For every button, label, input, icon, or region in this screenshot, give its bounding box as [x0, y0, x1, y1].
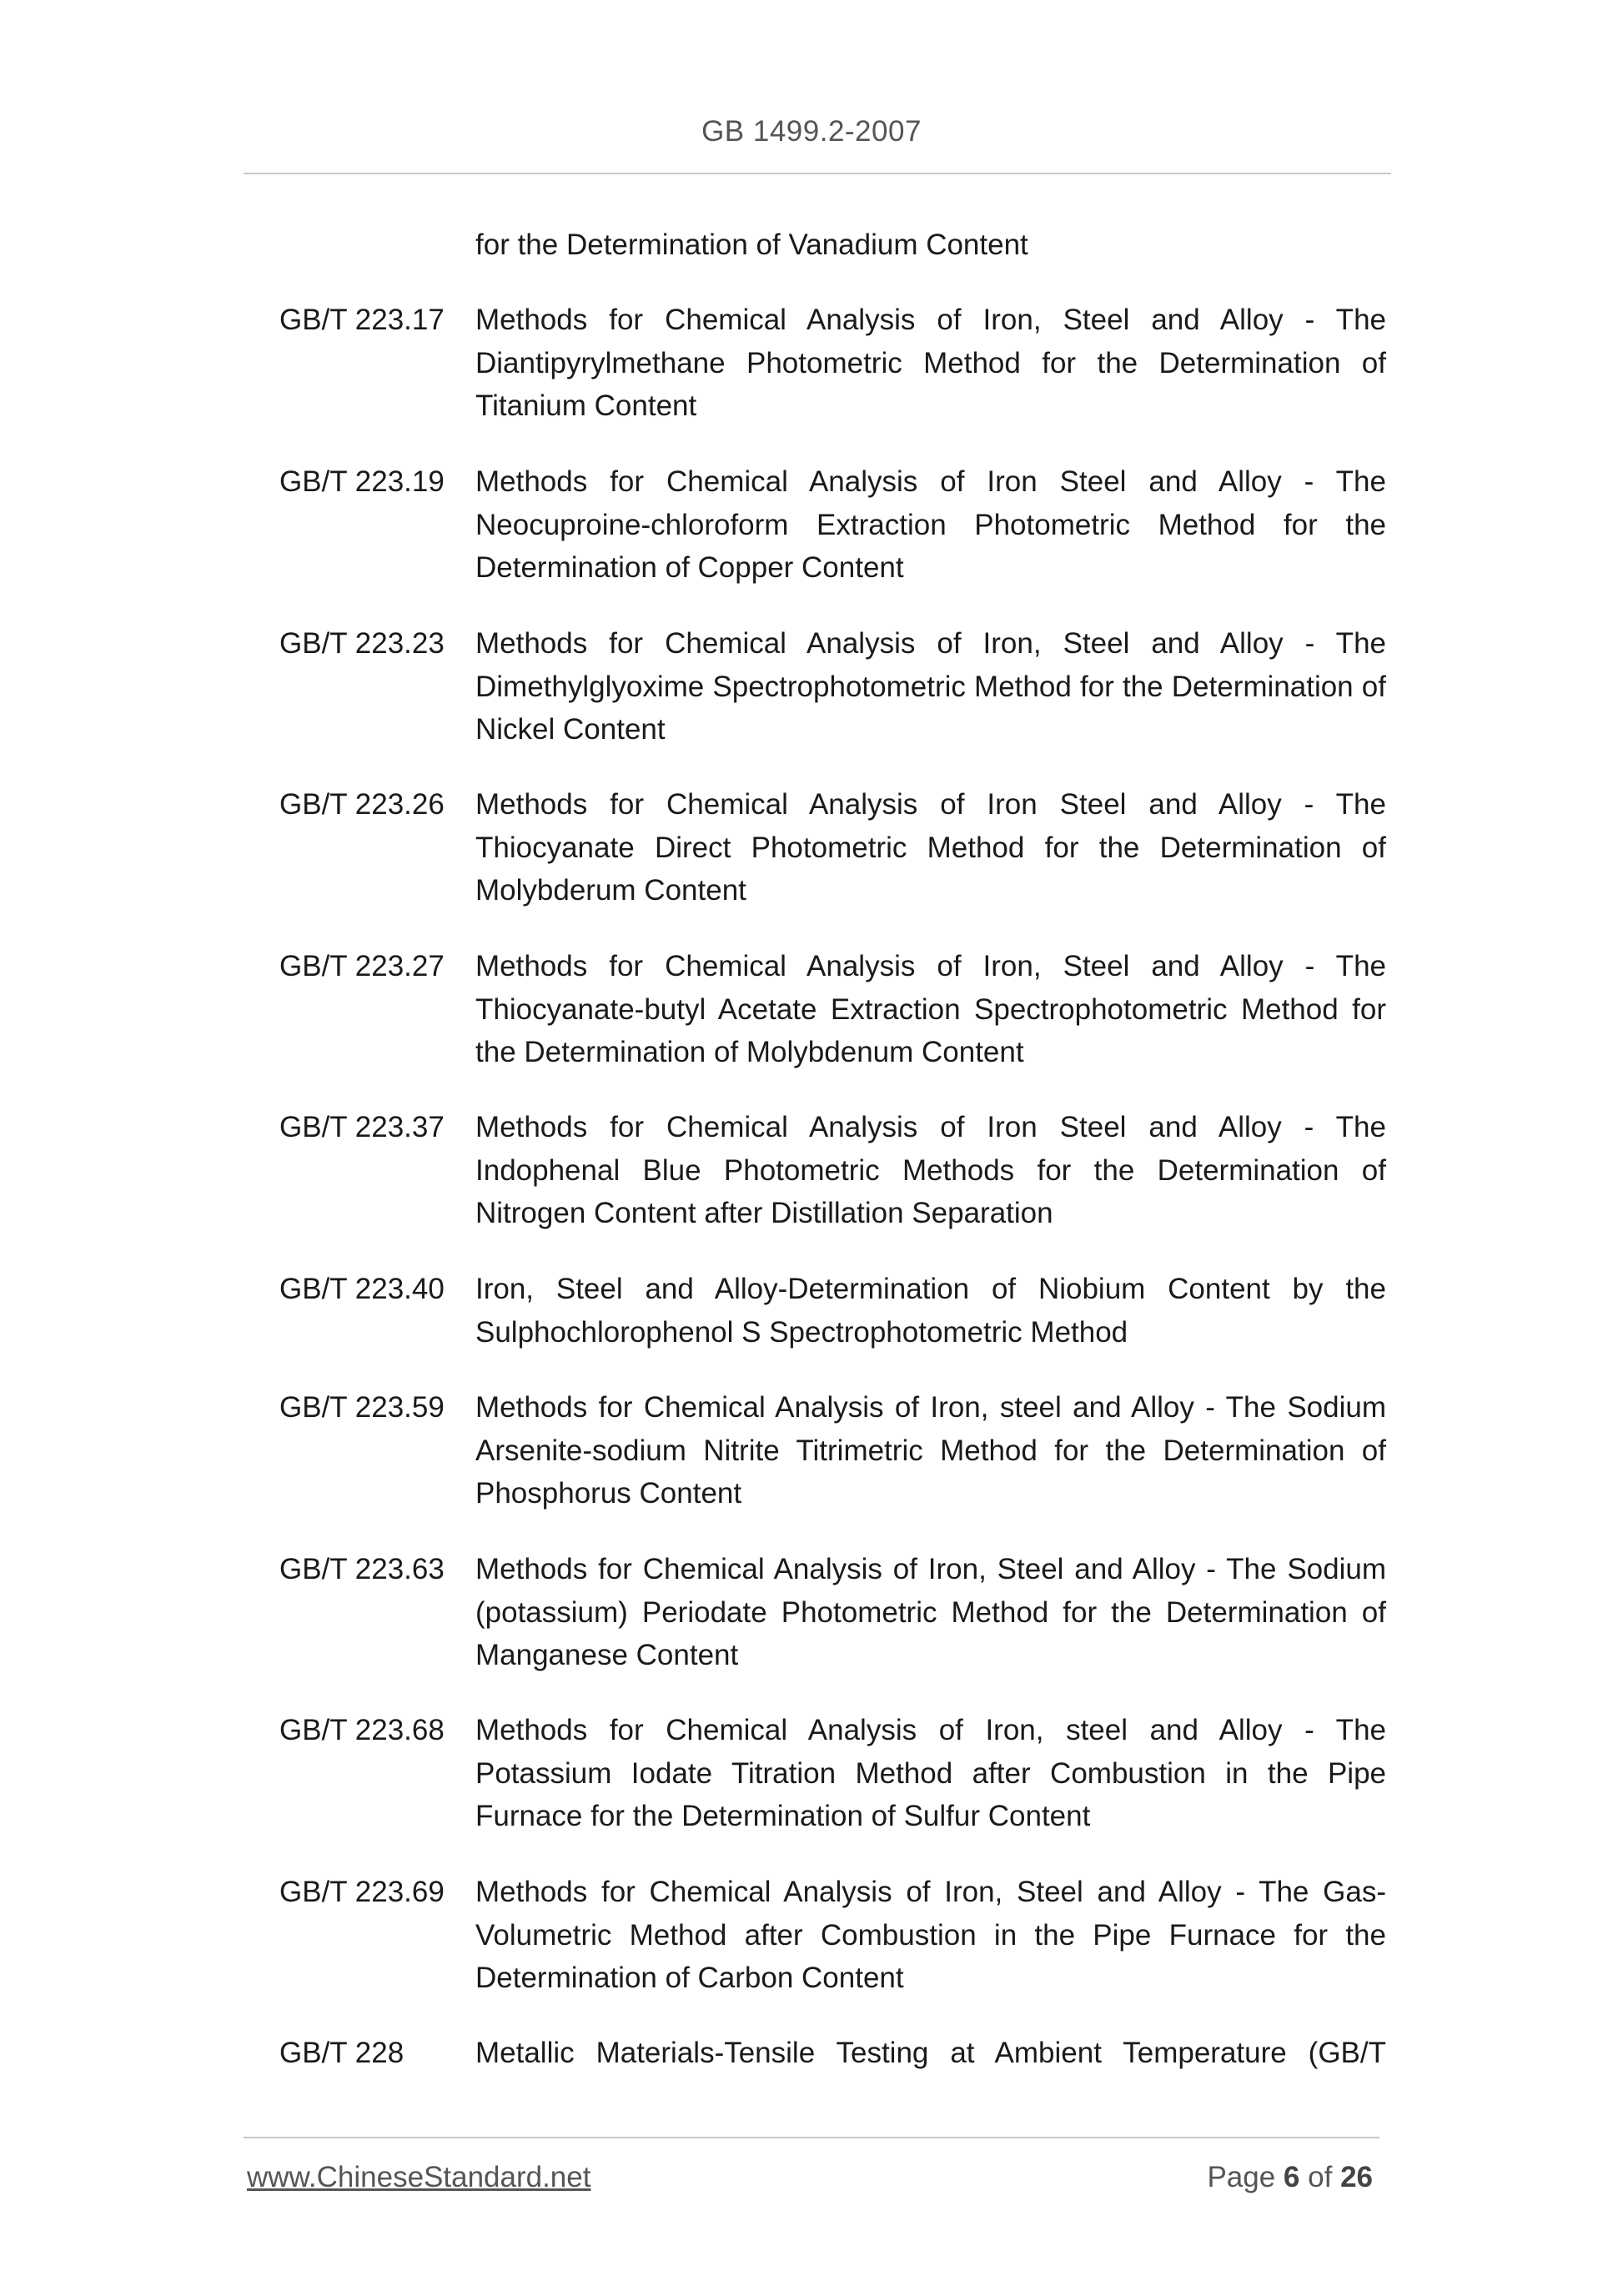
- reference-title: Methods for Chemical Analysis of Iron Steel and Alloy - The Neocuproine-chloroform Extraction Photometric Method for the Determination of Copper Content: [475, 465, 1386, 584]
- reference-code: GB/T 223.23: [279, 627, 445, 660]
- reference-title: Methods for Chemical Analysis of Iron, Steel and Alloy - The Thiocyanate-butyl Acetate Extraction Spectrophotometric Method for the Determination of Molybdenum Content: [475, 950, 1386, 1068]
- reference-title: Methods for Chemical Analysis of Iron Steel and Alloy - The Thiocyanate Direct Photometric Method for the Determination of Molybderum Content: [475, 788, 1386, 907]
- reference-title: Methods for Chemical Analysis of Iron, Steel and Alloy - The Gas-Volumetric Method after Combustion in the Pipe Furnace for the Determination of Carbon Content: [475, 1876, 1386, 1994]
- reference-code: GB/T 223.68: [279, 1714, 445, 1746]
- reference-code: GB/T 223.40: [279, 1273, 445, 1305]
- reference-code: GB/T 223.26: [279, 788, 445, 821]
- reference-title: Methods for Chemical Analysis of Iron, Steel and Alloy - The Dimethylglyoxime Spectrophotometric Method for the Determination of Nickel Content: [475, 627, 1386, 746]
- reference-title: Methods for Chemical Analysis of Iron, steel and Alloy - The Sodium Arsenite-sodium Nitrite Titrimetric Method for the Determination of Phosphorus Content: [475, 1391, 1386, 1510]
- reference-code: GB/T 228: [279, 2037, 404, 2069]
- header-divider: [244, 173, 1391, 174]
- reference-code: GB/T 223.17: [279, 304, 445, 336]
- reference-title: Methods for Chemical Analysis of Iron, steel and Alloy - The Potassium Iodate Titration Method after Combustion in the Pipe Furnace for the Determination of Sulfur Content: [475, 1714, 1386, 1832]
- page-label: Page: [1207, 2161, 1276, 2193]
- reference-title: Methods for Chemical Analysis of Iron, Steel and Alloy - The Diantipyrylmethane Photometric Method for the Determination of Titanium Content: [475, 304, 1386, 422]
- current-page-number: 6: [1283, 2161, 1300, 2193]
- reference-code: GB/T 223.63: [279, 1553, 445, 1585]
- reference-title: Methods for Chemical Analysis of Iron, Steel and Alloy - The Sodium (potassium) Periodate Photometric Method for the Determination of Manganese Content: [475, 1553, 1386, 1671]
- reference-code: GB/T 223.37: [279, 1111, 445, 1143]
- total-page-count: 26: [1340, 2161, 1373, 2193]
- reference-code: GB/T 223.27: [279, 950, 445, 982]
- website-link[interactable]: www.ChineseStandard.net: [247, 2161, 591, 2193]
- page-counter: [1207, 2161, 1373, 2194]
- reference-title: Iron, Steel and Alloy-Determination of Niobium Content by the Sulphochlorophenol S Spectrophotometric Method: [475, 1273, 1386, 1349]
- document-number: GB 1499.2-2007: [701, 115, 922, 148]
- reference-title: Metallic Materials-Tensile Testing at Ambient Temperature (GB/T: [475, 2037, 1386, 2069]
- reference-code: GB/T 223.19: [279, 465, 445, 498]
- page-of-label: of: [1308, 2161, 1333, 2193]
- reference-code: GB/T 223.69: [279, 1876, 445, 1908]
- footer-divider: [244, 2137, 1379, 2138]
- reference-code: GB/T 223.59: [279, 1391, 445, 1424]
- continued-reference-text: for the Determination of Vanadium Content: [475, 229, 1028, 261]
- reference-title: Methods for Chemical Analysis of Iron Steel and Alloy - The Indophenal Blue Photometric Methods for the Determination of Nitrogen Content after Distillation Separation: [475, 1111, 1386, 1229]
